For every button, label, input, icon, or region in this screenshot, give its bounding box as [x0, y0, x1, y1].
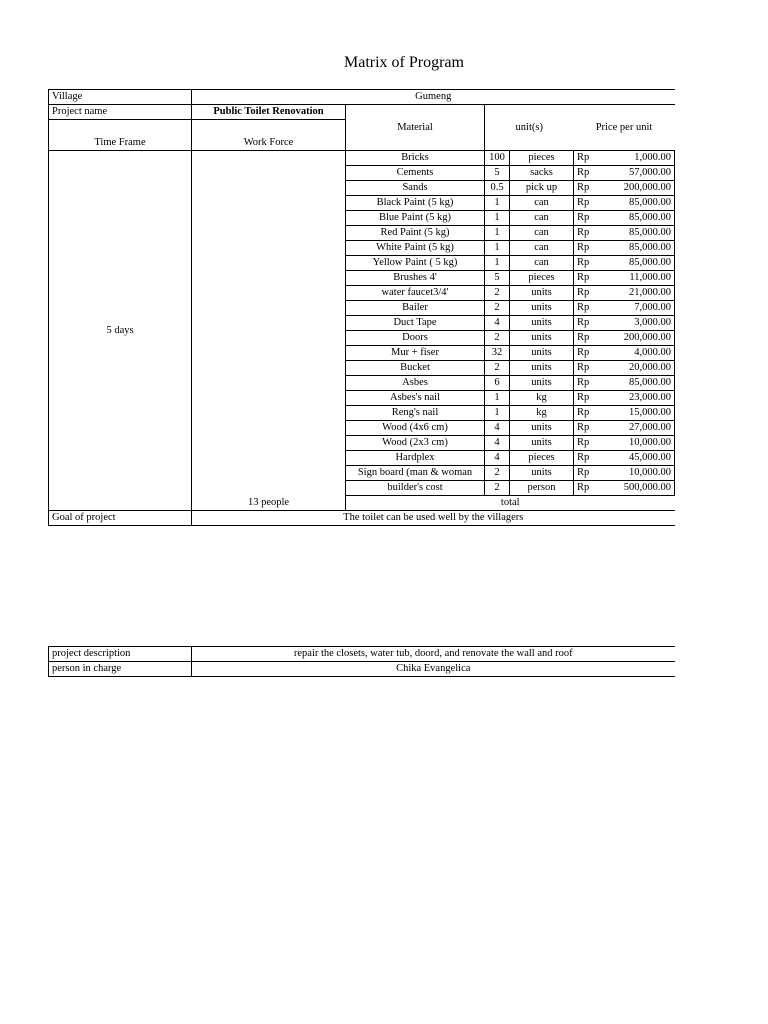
currency-symbol: Rp: [574, 316, 596, 331]
material-name: Bucket: [346, 361, 485, 376]
currency-symbol: Rp: [574, 286, 596, 301]
material-name: Doors: [346, 331, 485, 346]
material-name: Cements: [346, 166, 485, 181]
currency-symbol: Rp: [574, 151, 596, 166]
material-name: Wood (4x6 cm): [346, 421, 485, 436]
material-qty: 2: [485, 466, 510, 481]
material-name: Bailer: [346, 301, 485, 316]
material-qty: 1: [485, 406, 510, 421]
material-qty: 2: [485, 361, 510, 376]
currency-symbol: Rp: [574, 406, 596, 421]
currency-symbol: Rp: [574, 361, 596, 376]
material-price: 85,000.00: [596, 256, 675, 271]
currency-symbol: Rp: [574, 451, 596, 466]
material-price: 7,000.00: [596, 301, 675, 316]
material-qty: 1: [485, 196, 510, 211]
material-unit: units: [510, 331, 574, 346]
material-name: Black Paint (5 kg): [346, 196, 485, 211]
material-name: Asbes: [346, 376, 485, 391]
village-row: [49, 90, 675, 105]
work-force-header: Work Force: [192, 120, 346, 151]
material-name: Sign board (man & woman: [346, 466, 485, 481]
material-qty: 1: [485, 256, 510, 271]
time-frame-header: Time Frame: [49, 120, 192, 151]
currency-symbol: Rp: [574, 226, 596, 241]
description-row: [49, 647, 675, 662]
material-qty: 4: [485, 451, 510, 466]
material-qty: 4: [485, 421, 510, 436]
material-unit: can: [510, 241, 574, 256]
material-price: 500,000.00: [596, 481, 675, 496]
currency-symbol: Rp: [574, 466, 596, 481]
material-name: Blue Paint (5 kg): [346, 211, 485, 226]
material-price: 4,000.00: [596, 346, 675, 361]
person-value: Chika Evangelica: [192, 662, 675, 677]
material-unit: pick up: [510, 181, 574, 196]
description-label: project description: [49, 647, 192, 662]
material-qty: 1: [485, 391, 510, 406]
page-title: Matrix of Program: [344, 54, 464, 71]
material-qty: 2: [485, 301, 510, 316]
material-unit: kg: [510, 391, 574, 406]
material-price: 85,000.00: [596, 211, 675, 226]
material-price: 11,000.00: [596, 271, 675, 286]
project-value: Public Toilet Renovation: [192, 105, 346, 120]
currency-symbol: Rp: [574, 241, 596, 256]
material-name: Yellow Paint ( 5 kg): [346, 256, 485, 271]
material-qty: 0.5: [485, 181, 510, 196]
material-name: Reng's nail: [346, 406, 485, 421]
material-price: 23,000.00: [596, 391, 675, 406]
description-value: repair the closets, water tub, doord, and renovate the wall and roof: [192, 647, 675, 662]
currency-symbol: Rp: [574, 181, 596, 196]
project-row: [49, 105, 675, 120]
currency-symbol: Rp: [574, 271, 596, 286]
material-unit: pieces: [510, 271, 574, 286]
material-price: 57,000.00: [596, 166, 675, 181]
currency-symbol: Rp: [574, 256, 596, 271]
material-name: Hardplex: [346, 451, 485, 466]
material-qty: 2: [485, 286, 510, 301]
goal-row: [49, 511, 675, 526]
material-unit: person: [510, 481, 574, 496]
material-unit: kg: [510, 406, 574, 421]
material-name: Asbes's nail: [346, 391, 485, 406]
material-name: White Paint (5 kg): [346, 241, 485, 256]
material-unit: sacks: [510, 166, 574, 181]
material-qty: 2: [485, 331, 510, 346]
total-label: total: [346, 496, 675, 511]
currency-symbol: Rp: [574, 211, 596, 226]
material-qty: 1: [485, 226, 510, 241]
material-qty: 32: [485, 346, 510, 361]
currency-symbol: Rp: [574, 331, 596, 346]
goal-label: Goal of project: [49, 511, 192, 526]
material-unit: pieces: [510, 451, 574, 466]
material-price: 85,000.00: [596, 241, 675, 256]
material-unit: can: [510, 226, 574, 241]
material-price: 85,000.00: [596, 376, 675, 391]
currency-symbol: Rp: [574, 421, 596, 436]
material-price: 20,000.00: [596, 361, 675, 376]
price-header: Price per unit: [574, 105, 675, 151]
material-qty: 1: [485, 241, 510, 256]
material-unit: units: [510, 421, 574, 436]
currency-symbol: Rp: [574, 481, 596, 496]
person-row: [49, 662, 675, 677]
material-price: 3,000.00: [596, 316, 675, 331]
material-price: 85,000.00: [596, 196, 675, 211]
work-force-value: 13 people: [192, 151, 346, 511]
material-unit: can: [510, 196, 574, 211]
material-unit: units: [510, 286, 574, 301]
goal-value: The toilet can be used well by the villagers: [192, 511, 675, 526]
project-label: Project name: [49, 105, 192, 120]
material-price: 45,000.00: [596, 451, 675, 466]
material-name: builder's cost: [346, 481, 485, 496]
project-info-table: [48, 646, 675, 677]
currency-symbol: Rp: [574, 376, 596, 391]
units-header: unit(s): [485, 105, 574, 151]
program-matrix-table: [48, 89, 675, 526]
currency-symbol: Rp: [574, 346, 596, 361]
material-unit: can: [510, 256, 574, 271]
material-name: Duct Tape: [346, 316, 485, 331]
material-price: 15,000.00: [596, 406, 675, 421]
material-price: 85,000.00: [596, 226, 675, 241]
material-price: 21,000.00: [596, 286, 675, 301]
material-unit: units: [510, 361, 574, 376]
material-unit: units: [510, 316, 574, 331]
currency-symbol: Rp: [574, 436, 596, 451]
village-value: Gumeng: [192, 90, 675, 105]
material-price: 10,000.00: [596, 436, 675, 451]
material-qty: 5: [485, 166, 510, 181]
material-name: water faucet3/4': [346, 286, 485, 301]
material-name: Wood (2x3 cm): [346, 436, 485, 451]
material-qty: 4: [485, 316, 510, 331]
material-qty: 1: [485, 211, 510, 226]
material-name: Sands: [346, 181, 485, 196]
material-name: Mur + fiser: [346, 346, 485, 361]
currency-symbol: Rp: [574, 391, 596, 406]
material-unit: units: [510, 376, 574, 391]
material-price: 10,000.00: [596, 466, 675, 481]
material-qty: 2: [485, 481, 510, 496]
material-price: 27,000.00: [596, 421, 675, 436]
material-price: 200,000.00: [596, 181, 675, 196]
material-unit: units: [510, 346, 574, 361]
material-name: Brushes 4': [346, 271, 485, 286]
person-label: person in charge: [49, 662, 192, 677]
material-name: Bricks: [346, 151, 485, 166]
table-row: [49, 151, 675, 166]
time-frame-value: 5 days: [49, 151, 192, 511]
material-qty: 6: [485, 376, 510, 391]
material-qty: 5: [485, 271, 510, 286]
material-unit: units: [510, 436, 574, 451]
material-price: 200,000.00: [596, 331, 675, 346]
currency-symbol: Rp: [574, 196, 596, 211]
material-qty: 100: [485, 151, 510, 166]
material-unit: units: [510, 301, 574, 316]
material-header: Material: [346, 105, 485, 151]
village-label: Village: [49, 90, 192, 105]
material-unit: units: [510, 466, 574, 481]
currency-symbol: Rp: [574, 166, 596, 181]
currency-symbol: Rp: [574, 301, 596, 316]
material-price: 1,000.00: [596, 151, 675, 166]
material-unit: pieces: [510, 151, 574, 166]
material-name: Red Paint (5 kg): [346, 226, 485, 241]
material-unit: can: [510, 211, 574, 226]
material-qty: 4: [485, 436, 510, 451]
